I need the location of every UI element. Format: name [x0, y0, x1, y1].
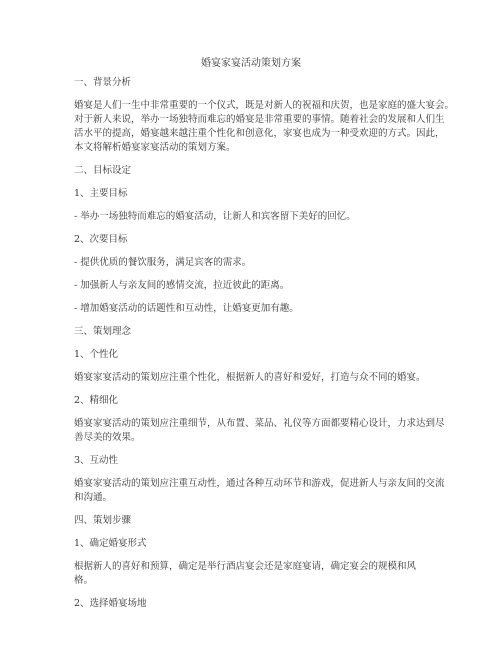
- interactivity-paragraph: [74, 477, 445, 505]
- paragraph-line: 对于新人来说，举办一场独特而难忘的婚宴是非常重要的事情。随着社会的发展和人们生: [74, 114, 445, 125]
- secondary-goal-item: - 加强新人与亲友间的感情交流，拉近彼此的距离。: [74, 280, 290, 291]
- background-paragraph: [74, 99, 455, 155]
- section-heading-goals: 二、目标设定: [74, 165, 132, 176]
- sub-heading-step-2: 2、选择婚宴场地: [74, 598, 147, 609]
- main-goal-item: - 举办一场独特而难忘的婚宴活动，让新人和宾客留下美好的回忆。: [74, 211, 356, 222]
- personalization-paragraph: 婚宴家宴活动的策划应注重个性化，根据新人的喜好和爱好，打造与众不同的婚宴。: [74, 372, 426, 383]
- paragraph-line: 婚宴是人们一生中非常重要的一个仪式，既是对新人的祝福和庆贺，也是家庭的盛大宴会。: [74, 100, 455, 111]
- paragraph-line: 婚宴家宴活动的策划应注重互动性，通过各种互动环节和游戏，促进新人与亲友间的交流: [74, 478, 445, 489]
- paragraph-line: 本文将解析婚宴家宴活动的策划方案。: [74, 142, 236, 153]
- sub-heading-personalization: 1、个性化: [74, 349, 119, 360]
- paragraph-line: 善尽美的效果。: [74, 432, 141, 443]
- paragraph-line: 和沟通。: [74, 492, 113, 503]
- sub-heading-interactivity: 3、互动性: [74, 455, 119, 466]
- sub-heading-main-goal: 1、主要目标: [74, 188, 128, 199]
- section-heading-steps: 四、策划步骤: [74, 515, 132, 526]
- paragraph-line: 活水平的提高，婚宴越来越注重个性化和创意化，家宴也成为一种受欢迎的方式。因此，: [74, 128, 445, 139]
- refinement-paragraph: [74, 417, 445, 445]
- step-1-paragraph: 根据新人的喜好和预算，确定是举行酒店宴会还是家庭宴请，确定宴会的规模和风格。: [74, 561, 417, 586]
- paragraph-line: 婚宴家宴活动的策划应注重细节，从布置、菜品、礼仪等方面都要精心设计，力求达到尽: [74, 418, 445, 429]
- secondary-goal-item: - 提供优质的餐饮服务，满足宾客的需求。: [74, 257, 252, 268]
- section-heading-background: 一、背景分析: [74, 77, 132, 88]
- sub-heading-secondary-goal: 2、次要目标: [74, 234, 128, 245]
- sub-heading-refinement: 2、精细化: [74, 395, 119, 406]
- sub-heading-step-1: 1、确定婚宴形式: [74, 538, 147, 549]
- section-heading-concept: 三、策划理念: [74, 326, 132, 337]
- document-title: 婚宴家宴活动策划方案: [201, 58, 301, 69]
- secondary-goal-item: - 增加婚宴活动的话题性和互动性，让婚宴更加有趣。: [74, 303, 299, 314]
- document-body: [74, 76, 455, 620]
